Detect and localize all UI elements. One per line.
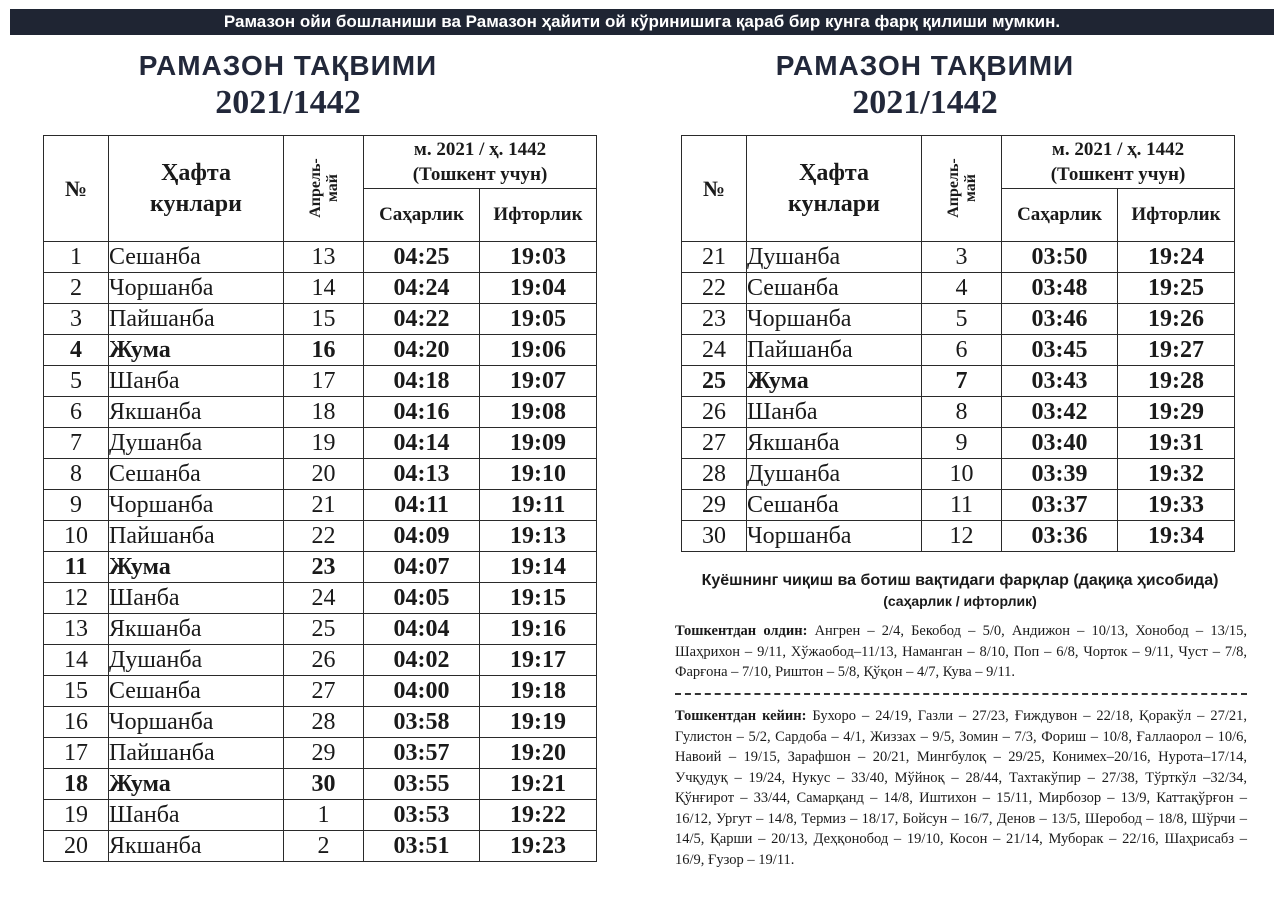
table-row <box>44 242 597 273</box>
table-row <box>682 428 1235 459</box>
iftar-time-cell: 19:33 <box>1118 490 1235 521</box>
calendar-table-right <box>681 135 1235 552</box>
row-number: 23 <box>682 304 747 335</box>
weekday-cell: Шанба <box>747 397 922 428</box>
row-number: 26 <box>682 397 747 428</box>
iftar-time-cell: 19:14 <box>480 552 597 583</box>
dashed-divider <box>675 693 1247 695</box>
suhoor-time-cell: 03:53 <box>364 800 480 831</box>
date-cell: 8 <box>922 397 1002 428</box>
suhoor-time-cell: 03:58 <box>364 707 480 738</box>
table-row <box>682 366 1235 397</box>
row-number: 29 <box>682 490 747 521</box>
iftar-time-cell: 19:15 <box>480 583 597 614</box>
suhoor-time-cell: 04:05 <box>364 583 480 614</box>
weekday-cell: Сешанба <box>747 273 922 304</box>
suhoor-time-cell: 04:04 <box>364 614 480 645</box>
table-row <box>44 831 597 862</box>
suhoor-time-cell: 04:09 <box>364 521 480 552</box>
date-cell: 17 <box>284 366 364 397</box>
iftar-time-cell: 19:20 <box>480 738 597 769</box>
row-number: 2 <box>44 273 109 304</box>
row-number: 8 <box>44 459 109 490</box>
table-row <box>682 521 1235 552</box>
weekday-cell: Душанба <box>747 242 922 273</box>
table-row <box>44 800 597 831</box>
suhoor-time-cell: 04:20 <box>364 335 480 366</box>
weekday-cell: Пайшанба <box>109 521 284 552</box>
date-cell: 6 <box>922 335 1002 366</box>
row-number: 6 <box>44 397 109 428</box>
row-number: 27 <box>682 428 747 459</box>
iftar-time-cell: 19:34 <box>1118 521 1235 552</box>
date-cell: 24 <box>284 583 364 614</box>
weekday-cell: Сешанба <box>109 459 284 490</box>
suhoor-time-cell: 03:43 <box>1002 366 1118 397</box>
table-row <box>682 397 1235 428</box>
row-number: 30 <box>682 521 747 552</box>
date-cell: 14 <box>284 273 364 304</box>
header-weekdays: Ҳафта кунлари <box>109 136 284 242</box>
header-suhoor: Саҳарлик <box>1002 189 1118 242</box>
date-cell: 28 <box>284 707 364 738</box>
iftar-time-cell: 19:07 <box>480 366 597 397</box>
weekday-cell: Якшанба <box>747 428 922 459</box>
row-number: 18 <box>44 769 109 800</box>
date-cell: 7 <box>922 366 1002 397</box>
row-number: 7 <box>44 428 109 459</box>
iftar-time-cell: 19:23 <box>480 831 597 862</box>
suhoor-time-cell: 03:36 <box>1002 521 1118 552</box>
iftar-time-cell: 19:19 <box>480 707 597 738</box>
iftar-time-cell: 19:18 <box>480 676 597 707</box>
iftar-time-cell: 19:06 <box>480 335 597 366</box>
date-cell: 5 <box>922 304 1002 335</box>
iftar-time-cell: 19:04 <box>480 273 597 304</box>
date-cell: 26 <box>284 645 364 676</box>
table-row <box>44 490 597 521</box>
table-row <box>44 583 597 614</box>
differences-subtitle: (саҳарлик / ифторлик) <box>883 593 1037 609</box>
row-number: 16 <box>44 707 109 738</box>
suhoor-time-cell: 04:11 <box>364 490 480 521</box>
suhoor-time-cell: 04:18 <box>364 366 480 397</box>
weekday-cell: Чоршанба <box>747 521 922 552</box>
calendar-year-right: 2021/1442 <box>852 84 998 121</box>
table-row <box>44 769 597 800</box>
row-number: 21 <box>682 242 747 273</box>
row-number: 9 <box>44 490 109 521</box>
date-cell: 27 <box>284 676 364 707</box>
suhoor-time-cell: 04:07 <box>364 552 480 583</box>
table-row <box>44 335 597 366</box>
suhoor-time-cell: 03:50 <box>1002 242 1118 273</box>
iftar-time-cell: 19:22 <box>480 800 597 831</box>
row-number: 5 <box>44 366 109 397</box>
calendar-year-left: 2021/1442 <box>215 84 361 121</box>
table-row <box>682 335 1235 366</box>
header-iftar: Ифторлик <box>480 189 597 242</box>
weekday-cell: Шанба <box>109 800 284 831</box>
date-cell: 13 <box>284 242 364 273</box>
date-cell: 25 <box>284 614 364 645</box>
weekday-cell: Жума <box>109 335 284 366</box>
weekday-cell: Пайшанба <box>109 738 284 769</box>
row-number: 3 <box>44 304 109 335</box>
suhoor-time-cell: 04:13 <box>364 459 480 490</box>
header-month: Апрель- май <box>284 136 364 242</box>
calendar-table-left <box>43 135 597 862</box>
weekday-cell: Сешанба <box>109 676 284 707</box>
suhoor-time-cell: 04:16 <box>364 397 480 428</box>
iftar-time-cell: 19:11 <box>480 490 597 521</box>
suhoor-time-cell: 03:40 <box>1002 428 1118 459</box>
weekday-cell: Якшанба <box>109 397 284 428</box>
iftar-time-cell: 19:13 <box>480 521 597 552</box>
weekday-cell: Сешанба <box>109 242 284 273</box>
header-weekdays: Ҳафта кунлари <box>747 136 922 242</box>
iftar-time-cell: 19:27 <box>1118 335 1235 366</box>
weekday-cell: Жума <box>747 366 922 397</box>
row-number: 4 <box>44 335 109 366</box>
date-cell: 30 <box>284 769 364 800</box>
table-row <box>44 738 597 769</box>
row-number: 14 <box>44 645 109 676</box>
date-cell: 29 <box>284 738 364 769</box>
differences-title: Куёшнинг чиқиш ва ботиш вақтидаги фарқлар (дақиқа ҳисобида) <box>701 572 1219 589</box>
suhoor-time-cell: 03:55 <box>364 769 480 800</box>
iftar-time-cell: 19:25 <box>1118 273 1235 304</box>
table-row <box>682 304 1235 335</box>
weekday-cell: Пайшанба <box>109 304 284 335</box>
iftar-time-cell: 19:10 <box>480 459 597 490</box>
date-cell: 23 <box>284 552 364 583</box>
weekday-cell: Душанба <box>747 459 922 490</box>
weekday-cell: Якшанба <box>109 614 284 645</box>
calendar-title-left: РАМАЗОН ТАҚВИМИ <box>138 50 438 81</box>
before-tashkent-text: Ангрен – 2/4, Бекобод – 5/0, Андижон – 10/13, Хонобод – 13/15, Шаҳрихон – 9/11, Хўжаобод–11/13, Наманган – 8/10, Поп – 6/8, Чорток – 9/11, Чуст – 7/8, Фарғона – 7/10, Риштон – 5/8, Қўқон – 4/7, Кува – 9/11. <box>675 623 1248 680</box>
iftar-time-cell: 19:08 <box>480 397 597 428</box>
before-tashkent-label: Тошкентдан олдин: <box>675 623 808 639</box>
weekday-cell: Душанба <box>109 645 284 676</box>
table-row <box>44 459 597 490</box>
suhoor-time-cell: 04:24 <box>364 273 480 304</box>
iftar-time-cell: 19:26 <box>1118 304 1235 335</box>
row-number: 25 <box>682 366 747 397</box>
row-number: 17 <box>44 738 109 769</box>
table-row <box>44 676 597 707</box>
weekday-cell: Пайшанба <box>747 335 922 366</box>
header-calendar-city: м. 2021 / ҳ. 1442 (Тошкент учун) <box>364 136 597 189</box>
header-month: Апрель- май <box>922 136 1002 242</box>
suhoor-time-cell: 03:46 <box>1002 304 1118 335</box>
weekday-cell: Шанба <box>109 366 284 397</box>
table-row <box>44 304 597 335</box>
row-number: 1 <box>44 242 109 273</box>
row-number: 22 <box>682 273 747 304</box>
iftar-time-cell: 19:29 <box>1118 397 1235 428</box>
date-cell: 1 <box>284 800 364 831</box>
iftar-time-cell: 19:24 <box>1118 242 1235 273</box>
iftar-time-cell: 19:21 <box>480 769 597 800</box>
date-cell: 18 <box>284 397 364 428</box>
calendar-title-right: РАМАЗОН ТАҚВИМИ <box>775 50 1075 81</box>
row-number: 19 <box>44 800 109 831</box>
suhoor-time-cell: 04:14 <box>364 428 480 459</box>
date-cell: 15 <box>284 304 364 335</box>
date-cell: 4 <box>922 273 1002 304</box>
table-row <box>682 490 1235 521</box>
suhoor-time-cell: 03:57 <box>364 738 480 769</box>
suhoor-time-cell: 03:51 <box>364 831 480 862</box>
table-row <box>44 645 597 676</box>
suhoor-time-cell: 03:48 <box>1002 273 1118 304</box>
date-cell: 21 <box>284 490 364 521</box>
table-row <box>44 428 597 459</box>
weekday-cell: Сешанба <box>747 490 922 521</box>
date-cell: 2 <box>284 831 364 862</box>
iftar-time-cell: 19:17 <box>480 645 597 676</box>
after-tashkent-paragraph <box>675 706 1247 870</box>
row-number: 11 <box>44 552 109 583</box>
weekday-cell: Чоршанба <box>747 304 922 335</box>
date-cell: 3 <box>922 242 1002 273</box>
iftar-time-cell: 19:03 <box>480 242 597 273</box>
date-cell: 9 <box>922 428 1002 459</box>
table-row <box>682 242 1235 273</box>
row-number: 15 <box>44 676 109 707</box>
row-number: 20 <box>44 831 109 862</box>
before-tashkent-paragraph <box>675 621 1247 683</box>
header-number: № <box>44 136 109 242</box>
after-tashkent-label: Тошкентдан кейин: <box>675 708 807 724</box>
header-calendar-city: м. 2021 / ҳ. 1442 (Тошкент учун) <box>1002 136 1235 189</box>
date-cell: 22 <box>284 521 364 552</box>
table-row <box>44 614 597 645</box>
row-number: 13 <box>44 614 109 645</box>
suhoor-time-cell: 03:45 <box>1002 335 1118 366</box>
row-number: 12 <box>44 583 109 614</box>
suhoor-time-cell: 03:42 <box>1002 397 1118 428</box>
after-tashkent-text: Бухоро – 24/19, Газли – 27/23, Ғиждувон – 22/18, Қоракўл – 27/21, Гулистон – 5/2, Сардоба – 4/1, Жиззах – 9/5, Зомин – 7/3, Фориш – 10/8, Ғаллаорол – 10/6, Навоий – 19/15, Зарафшон – 20/21, Мингбулоқ – 29/25, Конимех–20/16, Нурота–17/14, Учқудуқ – 19/24, Нукус – 33/40, Мўйноқ – 28/44, Тахтакўпир – 27/38, Тўрткўл –32/34, Қўнғирот – 33/44, Самарқанд – 14/8, Иштихон – 15/11, Мирбозор – 13/9, Каттақўрғон – 16/12, Ургут – 14/8, Термиз – 18/17, Бойсун – 16/7, Денов – 13/5, Шеробод – 18/8, Шўрчи – 14/5, Қарши – 20/13, Деҳқонобод – 19/10, Косон – 21/14, Муборак – 22/16, Шаҳрисабз – 16/9, Ғузор – 19/11. <box>675 708 1247 868</box>
date-cell: 20 <box>284 459 364 490</box>
table-row <box>44 273 597 304</box>
row-number: 28 <box>682 459 747 490</box>
table-row <box>44 397 597 428</box>
iftar-time-cell: 19:31 <box>1118 428 1235 459</box>
row-number: 10 <box>44 521 109 552</box>
date-cell: 11 <box>922 490 1002 521</box>
weekday-cell: Жума <box>109 552 284 583</box>
date-cell: 10 <box>922 459 1002 490</box>
weekday-cell: Чоршанба <box>109 707 284 738</box>
weekday-cell: Душанба <box>109 428 284 459</box>
weekday-cell: Чоршанба <box>109 490 284 521</box>
table-row <box>44 366 597 397</box>
iftar-time-cell: 19:05 <box>480 304 597 335</box>
header-number: № <box>682 136 747 242</box>
header-iftar: Ифторлик <box>1118 189 1235 242</box>
iftar-time-cell: 19:16 <box>480 614 597 645</box>
weekday-cell: Жума <box>109 769 284 800</box>
weekday-cell: Шанба <box>109 583 284 614</box>
header-suhoor: Саҳарлик <box>364 189 480 242</box>
iftar-time-cell: 19:09 <box>480 428 597 459</box>
table-row <box>44 552 597 583</box>
row-number: 24 <box>682 335 747 366</box>
iftar-time-cell: 19:32 <box>1118 459 1235 490</box>
table-row <box>682 273 1235 304</box>
date-cell: 12 <box>922 521 1002 552</box>
top-banner: Рамазон ойи бошланиши ва Рамазон ҳайити ой кўринишига қараб бир кунга фарқ қилиши мумкин. <box>10 9 1274 35</box>
suhoor-time-cell: 04:22 <box>364 304 480 335</box>
weekday-cell: Якшанба <box>109 831 284 862</box>
table-row <box>44 521 597 552</box>
weekday-cell: Чоршанба <box>109 273 284 304</box>
iftar-time-cell: 19:28 <box>1118 366 1235 397</box>
table-row <box>682 459 1235 490</box>
date-cell: 16 <box>284 335 364 366</box>
suhoor-time-cell: 04:25 <box>364 242 480 273</box>
suhoor-time-cell: 03:37 <box>1002 490 1118 521</box>
table-row <box>44 707 597 738</box>
suhoor-time-cell: 04:00 <box>364 676 480 707</box>
date-cell: 19 <box>284 428 364 459</box>
suhoor-time-cell: 03:39 <box>1002 459 1118 490</box>
suhoor-time-cell: 04:02 <box>364 645 480 676</box>
